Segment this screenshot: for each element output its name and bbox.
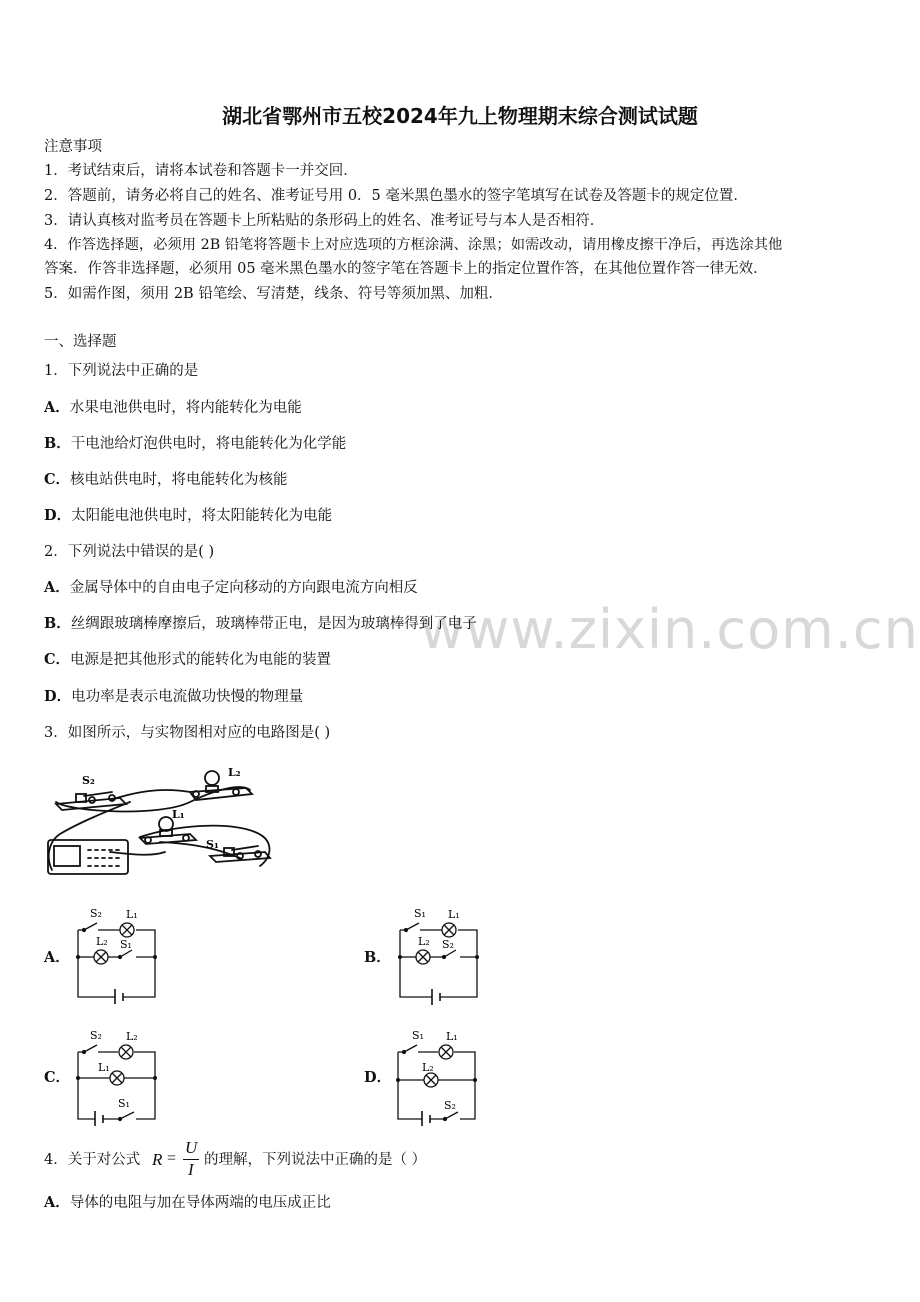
q2-option-a <box>44 578 418 598</box>
q1-option-a <box>44 398 302 418</box>
q3-option-a-label: A． <box>44 949 70 966</box>
q4-stem-prefix: 4．关于对公式 <box>44 1152 141 1168</box>
bottom-lamp-label: L₂ <box>418 935 430 948</box>
option-letter: C． <box>44 651 71 668</box>
option-text: 导体的电阻与加在导体两端的电压成正比 <box>69 1195 331 1211</box>
q3-option-c-label: C． <box>44 1069 71 1086</box>
q3-physical-circuit-figure <box>40 762 280 884</box>
option-letter: C． <box>44 471 71 488</box>
notice-item: 答案．作答非选择题，必须用 05 毫米黑色墨水的签字笔在答题卡上的指定位置作答，在其他位置作答一律无效． <box>44 261 768 277</box>
q2-option-d <box>44 687 303 707</box>
option-letter: A． <box>44 579 70 596</box>
bottom-lamp-label: L₂ <box>96 935 108 948</box>
bottom-lamp-label: L₂ <box>422 1061 434 1074</box>
q3-option-a-circuit <box>70 900 165 1004</box>
option-text: 金属导体中的自由电子定向移动的方向跟电流方向相反 <box>69 580 418 596</box>
q3-option-d-circuit <box>390 1020 485 1126</box>
option-text: 核电站供电时，将电能转化为核能 <box>70 472 288 488</box>
notice-item: 1．考试结束后，请将本试卷和答题卡一并交回． <box>44 163 358 179</box>
photo-label-s2: S₂ <box>82 774 95 787</box>
q1-option-b <box>44 434 346 454</box>
watermark: www.zixin.com.cn <box>420 598 919 661</box>
option-letter: A． <box>44 399 70 416</box>
option-letter: A． <box>44 1194 70 1211</box>
battery-switch-label: S₂ <box>444 1099 456 1112</box>
top-switch-label: S₂ <box>90 907 102 920</box>
notice-item: 5．如需作图，须用 2B 铅笔绘、写清楚，线条、符号等须加黑、加粗． <box>44 286 503 302</box>
option-text: 水果电池供电时，将内能转化为电能 <box>69 400 302 416</box>
question-2-stem: 2．下列说法中错误的是( ) <box>44 544 215 560</box>
question-1-stem: 1．下列说法中正确的是 <box>44 363 199 379</box>
q4-formula <box>152 1138 202 1182</box>
option-text: 电功率是表示电流做功快慢的物理量 <box>71 689 304 705</box>
top-lamp-label: L₁ <box>126 908 138 921</box>
q1-option-c <box>44 470 288 490</box>
top-lamp-label: L₁ <box>448 908 460 921</box>
q4-stem-suffix: 的理解，下列说法中正确的是（ ） <box>204 1152 427 1168</box>
notice-item: 2．答题前，请务必将自己的姓名、准考证号用 0．5 毫米黑色墨水的签字笔填写在试卷及答题卡的规定位置． <box>44 188 748 204</box>
q1-option-d <box>44 506 332 526</box>
q3-option-c-circuit <box>70 1022 165 1126</box>
battery-switch-label: S₁ <box>118 1097 130 1110</box>
top-switch-label: S₁ <box>414 907 426 920</box>
photo-label-s1: S₁ <box>206 838 219 851</box>
top-switch-label: S₂ <box>90 1029 102 1042</box>
q3-option-b-label: B． <box>364 949 391 966</box>
question-4-stem <box>44 1150 140 1170</box>
option-letter: D． <box>44 688 72 705</box>
formula-numerator: U <box>185 1138 198 1157</box>
bottom-switch-label: S₂ <box>442 938 454 951</box>
option-text: 丝绸跟玻璃棒摩擦后，玻璃棒带正电，是因为玻璃棒得到了电子 <box>70 616 477 632</box>
section-title: 一、选择题 <box>44 334 117 350</box>
top-switch-label: S₁ <box>412 1029 424 1042</box>
option-text: 太阳能电池供电时，将太阳能转化为电能 <box>71 508 333 524</box>
q3-option-d-label: D． <box>364 1069 392 1086</box>
bottom-lamp-label: L₁ <box>98 1061 110 1074</box>
q2-option-c <box>44 650 331 670</box>
page-title: 湖北省鄂州市五校2024年九上物理期末综合测试试题 <box>222 104 698 128</box>
notice-heading: 注意事项 <box>44 139 102 155</box>
q3-option-b-circuit <box>392 900 487 1008</box>
top-lamp-label: L₂ <box>126 1030 138 1043</box>
top-lamp-label: L₁ <box>446 1030 458 1043</box>
option-text: 电源是把其他形式的能转化为电能的装置 <box>70 652 332 668</box>
q2-option-b <box>44 614 477 634</box>
bottom-switch-label: S₁ <box>120 938 132 951</box>
q4-option-a <box>44 1193 331 1213</box>
notice-item: 4．作答选择题，必须用 2B 铅笔将答题卡上对应选项的方框涂满、涂黑；如需改动，请用橡皮擦干净后，再选涂其他 <box>44 237 783 253</box>
photo-label-l2: L₂ <box>228 766 241 779</box>
option-letter: B． <box>44 435 71 452</box>
formula-lhs: R <box>152 1150 163 1169</box>
notice-item: 3．请认真核对监考员在答题卡上所粘贴的条形码上的姓名、准考证号与本人是否相符． <box>44 213 605 229</box>
option-letter: B． <box>44 615 71 632</box>
option-letter: D． <box>44 507 72 524</box>
formula-denominator: I <box>188 1160 194 1179</box>
photo-label-l1: L₁ <box>172 808 185 821</box>
formula-eq: = <box>167 1150 177 1167</box>
question-3-stem: 3．如图所示，与实物图相对应的电路图是( ) <box>44 725 331 741</box>
option-text: 干电池给灯泡供电时，将电能转化为化学能 <box>70 436 347 452</box>
